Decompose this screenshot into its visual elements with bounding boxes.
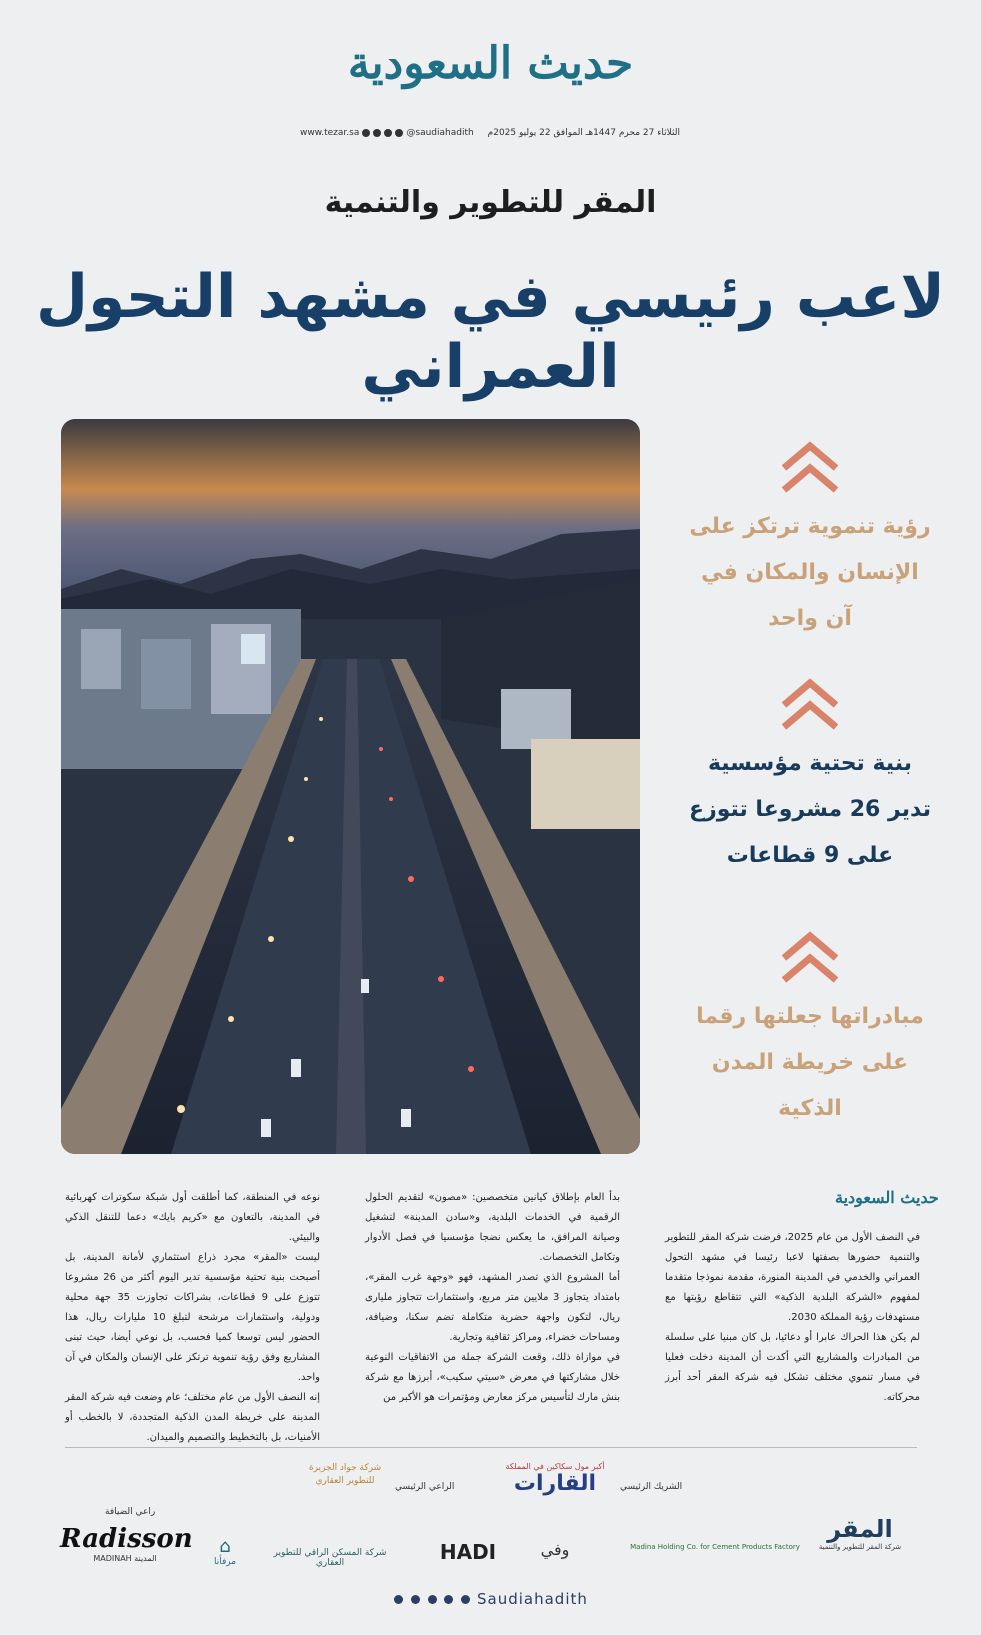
hospitality-sub: MADINAH المدينة [93,1554,157,1563]
article-body [65,1188,921,1443]
maskan-logo: شركة المسكن الراقي للتطوير العقاري [273,1548,387,1568]
highlight-line: آن واحد [768,606,852,631]
paragraph: إنه النصف الأول من عام مختلف؛ عام وضعت فيه شركة المقر المدينة على خريطة المدن الذكية المتجددة، لا بالخطب أو الأمنيات، بل بالتخطيط والتصميم والميدان. [65,1392,320,1443]
paragraph: ليست «المقر» مجرد ذراع استثماري لأمانة المدينة، بل أصبحت بنية تحتية مؤسسية تدير اليوم أكثر من 26 مشروعا تتوزع على 9 قطاعات، بشراكات تجاوزت 35 جهة محلية ودولية، واستثمارات مرشحة لتبلغ 10 مليارات ريال، هذا الحضور ليس توسعا كميا فحسب، بل نوعي أيضا، حيث تبنى المشاريع وفق رؤية تنموية ترتكز على الإنسان والمكان في آن واحد. [65,1252,321,1383]
article-kicker: المقر للتطوير والتنمية [324,185,657,220]
instagram-icon[interactable] [411,1595,420,1604]
paragraph: أما المشروع الذي تصدر المشهد، فهو «وجهة غرب المقر»، بامتداد يتجاوز 3 ملايين متر مربع، واستثمارات تتجاوز مليارى ريال، لتكون واجهة حضرية متكاملة تضم سكنا، وضيافة، ومساحات خضراء، ومراكز ثقافية وتجارية. [365,1272,620,1343]
marfa-icon: ⌂ [219,1536,231,1557]
small-newspaper-logo: حديث السعودية [835,1188,939,1207]
main-partner-logo [505,1462,605,1496]
madina-holding-logo: Madina Holding Co. for Cement Products Factory [630,1543,800,1551]
almaqar-sub: شركة المقر للتطوير والتنمية [818,1543,902,1551]
footer-social [0,1590,981,1608]
snapchat-icon[interactable] [461,1595,470,1604]
highlight-line: مبادراتها جعلتها رقما [696,1004,924,1029]
social-icon[interactable] [373,129,381,137]
marfa-logo: ⌂ مرفأنا [205,1536,245,1567]
highlight-item [660,930,960,1132]
main-sponsor-label: الراعي الرئيسي [395,1482,455,1492]
hospitality-logo [60,1524,193,1563]
article-column-right [665,1228,920,1408]
hospitality-name: Radisson [60,1524,193,1554]
paragraph: نوعه في المنطقة، كما أطلقت أول شبكة سكوترات كهربائية في المدينة، بالتعاون مع «كريم بايك» دعما للتنقل الذكي والبيئي. [65,1192,320,1243]
main-partner-tagline: أكبر مول سكاكين في المملكة [505,1462,605,1471]
main-sponsor-name: شركة جواد الجزيرة للتطوير العقاري [308,1463,382,1486]
issue-date: الثلاثاء 27 محرم 1447هـ الموافق 22 يوليو 2025م [487,128,680,138]
social-icon[interactable] [384,129,392,137]
almaqar-name: المقر [827,1515,893,1543]
highlight-item [660,677,960,879]
dateline [300,125,680,141]
masthead [0,38,981,89]
article-column-middle [365,1188,620,1408]
social-icon[interactable] [395,129,403,137]
paragraph: في النصف الأول من عام 2025، فرضت شركة المقر للتطوير والتنمية حضورها بصفتها لاعبا رئيسا في مشهد التحول العمراني والخدمي في المدينة المنورة، مقدمة نموذجا متقدما لمفهوم «الشركة البلدية الذكية» التي تتقاطع رؤيتها مع مستهدفات رؤية المملكة 2030. [665,1232,921,1323]
highlight-line: على 9 قطاعات [726,843,894,868]
youtube-icon[interactable] [444,1595,453,1604]
wafi-logo: وفي [540,1540,570,1559]
article-photo [61,419,640,1154]
highlight-line: على خريطة المدن [711,1050,909,1075]
x-icon[interactable] [428,1595,437,1604]
main-sponsor-logo [300,1462,390,1488]
social-icon[interactable] [362,129,370,137]
hospitality-label: راعي الضيافة [105,1507,156,1517]
main-partner-label: الشريك الرئيسي [620,1482,683,1492]
social-links [300,128,474,138]
web-icon[interactable] [394,1595,403,1604]
site-url[interactable]: www.tezar.sa [300,128,360,138]
main-partner-name: القارات [513,1471,597,1496]
newspaper-logo: حديث السعودية [347,38,634,89]
highlight-line: رؤية تنموية ترتكز على [689,514,931,539]
highlight-line: بنية تحتية مؤسسية [707,751,913,776]
paragraph: بدأ العام بإطلاق كيانين متخصصين: «مصون» لتقديم الحلول الرقمية في الخدمات البلدية، و«سادن المدينة» لتشغيل وصيانة المرافق، ما يعكس نضجا مؤسسيا في فصل الأدوار وتكامل التخصصات. [365,1192,620,1263]
almaqar-logo [805,1515,915,1551]
footer-handle-text[interactable]: Saudiahadith [477,1590,588,1608]
hadi-logo: HADI [439,1540,497,1564]
highlight-line: تدير 26 مشروعا تتوزع [689,797,931,822]
paragraph: في موازاة ذلك، وقعت الشركة جملة من الاتفاقيات النوعية خلال مشاركتها في معرض «سيتي سكيب»، أبرزها مع شركة بنش مارك لتأسيس مركز معارض ومؤتمرات هو الأكبر من [365,1352,620,1403]
chevron-up-icon [778,677,842,731]
chevron-up-icon [778,930,842,984]
article-headline: لاعب رئيسي في مشهد التحول العمراني [35,262,946,402]
highlight-item [660,440,960,642]
divider [65,1447,917,1448]
highlight-line: الإنسان والمكان في [701,560,919,585]
social-handle[interactable]: @saudiahadith [406,128,474,138]
highlight-line: الذكية [778,1096,842,1121]
paragraph: لم يكن هذا الحراك عابرا أو دعائيا، بل كان مبنيا على سلسلة من المبادرات والمشاريع التي أكدت أن المدينة دخلت فعليا في مسار تنموي مختلف تشكل فيه شركة المقر أحد أبرز محركاته. [665,1332,920,1403]
chevron-up-icon [778,440,842,494]
article-column-left [65,1188,320,1448]
